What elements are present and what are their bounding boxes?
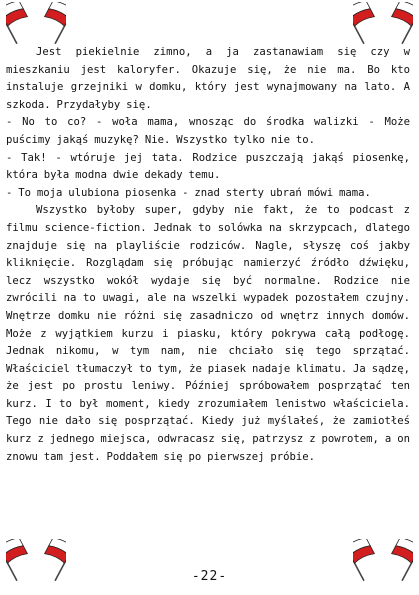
polish-flags-icon [353,2,413,46]
paragraph: - No to co? - woła mama, wnosząc do środka walizki - Może puścimy jakąś muzykę? Nie. Wszystko tylko nie to. [6,116,410,146]
paragraph: - Tak! - wtóruje jej tata. Rodzice puszczają jakąś piosenkę, która była modna dwie dekady temu. [6,151,410,182]
paragraph: - To moja ulubiona piosenka - znad sterty ubrań mówi mama. [6,186,371,199]
polish-flags-icon [6,2,66,46]
body-text [6,44,410,466]
paragraph: Wszystko byłoby super, gdyby nie fakt, że to podcast z filmu science-fiction. Jednak to solówka na skrzypcach, dlatego znajduje się na playliście rodziców. Nagle, słyszę coś jakby kliknięcie. Rozglądam się próbując namierzyć źródło dźwięku, lecz wszystko wokół wydaje się być normalne. Rodzice nie zwrócili na to uwagi, ale na wszelki wypadek pozostałem czujny. Wnętrze domku nie różni się zasadniczo od wnętrz innych domów. Może z wyjątkiem kurzu i piasku, który pokrywa całą podłogę. Jednak nikomu, w tym nam, nie chciało się tego sprzątać. Właściciel tłumaczył to tym, że piasek nadaje klimatu. Ja sądzę, że jest po prostu leniwy. Później spróbowałem posprzątać ten kurz. I to był moment, kiedy zrozumiałem lenistwo właściciela. Tego nie dało się posprzątać. Kiedy już myślałeś, że zamiotłeś kurz z jednego miejsca, odwracasz się, patrzysz z powrotem, a on znowu tam jest. Poddałem się po pierwszej próbie. [6,204,410,463]
page-number: -22- [191,569,228,584]
paragraph: Jest piekielnie zimno, a ja zastanawiam się czy w mieszkaniu jest kaloryfer. Okazuje się, że nie ma. Bo kto instaluje grzejniki w domku, który jest wynajmowany na lato. A szkoda. Przydałyby się. [6,46,410,111]
